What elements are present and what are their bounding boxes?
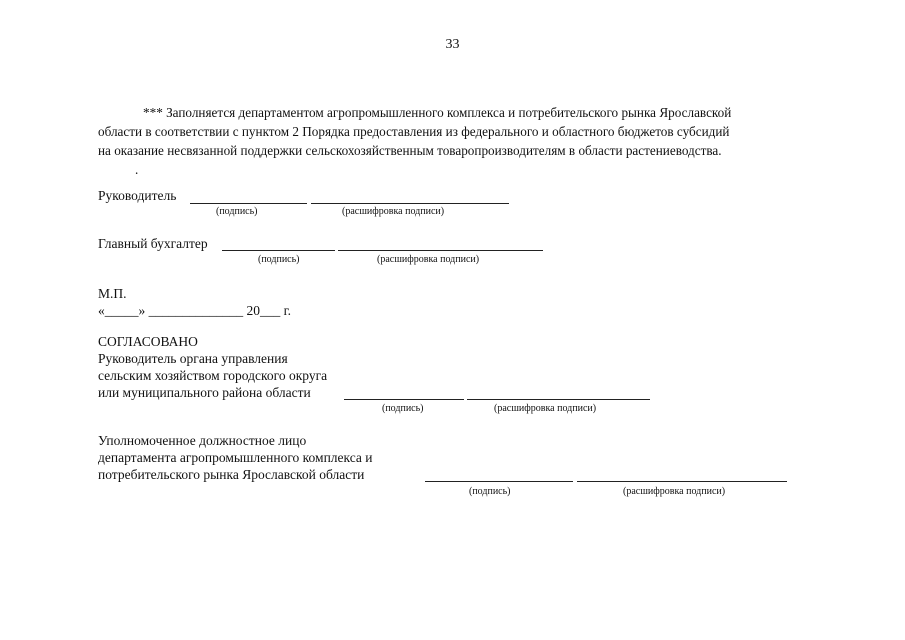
seal-mark: М.П. [98,286,127,301]
agreed-line-3: или муниципального района области [98,385,311,400]
agreed-signature-caption: (подпись) [382,403,424,414]
accountant-signature-line[interactable] [222,250,335,251]
official-signature-line[interactable] [425,481,573,482]
agreed-title: СОГЛАСОВАНО [98,334,198,349]
accountant-decoding-caption: (расшифровка подписи) [377,254,480,265]
page-number: 33 [445,37,460,52]
accountant-label: Главный бухгалтер [98,236,208,251]
official-decoding-line[interactable] [577,481,787,482]
director-signature-caption: (подпись) [216,206,258,217]
agreed-decoding-caption: (расшифровка подписи) [494,403,597,414]
official-line-3: потребительского рынка Ярославской области [98,467,365,482]
accountant-decoding-line[interactable] [338,250,543,251]
official-line-2: департамента агропромышленного комплекса и [98,450,373,465]
footnote-line-1: *** Заполняется департаментом агропромышленного комплекса и потребительского рынка Ярославской [143,105,732,120]
date-line: «_____» ______________ 20___ г. [98,303,292,318]
agreed-line-1: Руководитель органа управления [98,351,288,366]
director-signature-line[interactable] [190,203,307,204]
agreed-signature-line[interactable] [344,399,464,400]
agreed-decoding-line[interactable] [467,399,650,400]
director-decoding-caption: (расшифровка подписи) [342,206,445,217]
official-signature-caption: (подпись) [469,486,511,497]
director-decoding-line[interactable] [311,203,509,204]
director-label: Руководитель [98,188,177,203]
footnote [98,103,808,179]
accountant-signature-caption: (подпись) [258,254,300,265]
footnote-line-3: на оказание несвязанной поддержки сельскохозяйственным товаропроизводителям в области растениеводства. [98,143,722,158]
footnote-line-4: . [135,162,139,177]
official-line-1: Уполномоченное должностное лицо [98,433,307,448]
agreed-line-2: сельским хозяйством городского округа [98,368,328,383]
official-decoding-caption: (расшифровка подписи) [623,486,726,497]
footnote-line-2: области в соответствии с пунктом 2 Порядка предоставления из федерального и областного бюджетов субсидий [98,124,730,139]
